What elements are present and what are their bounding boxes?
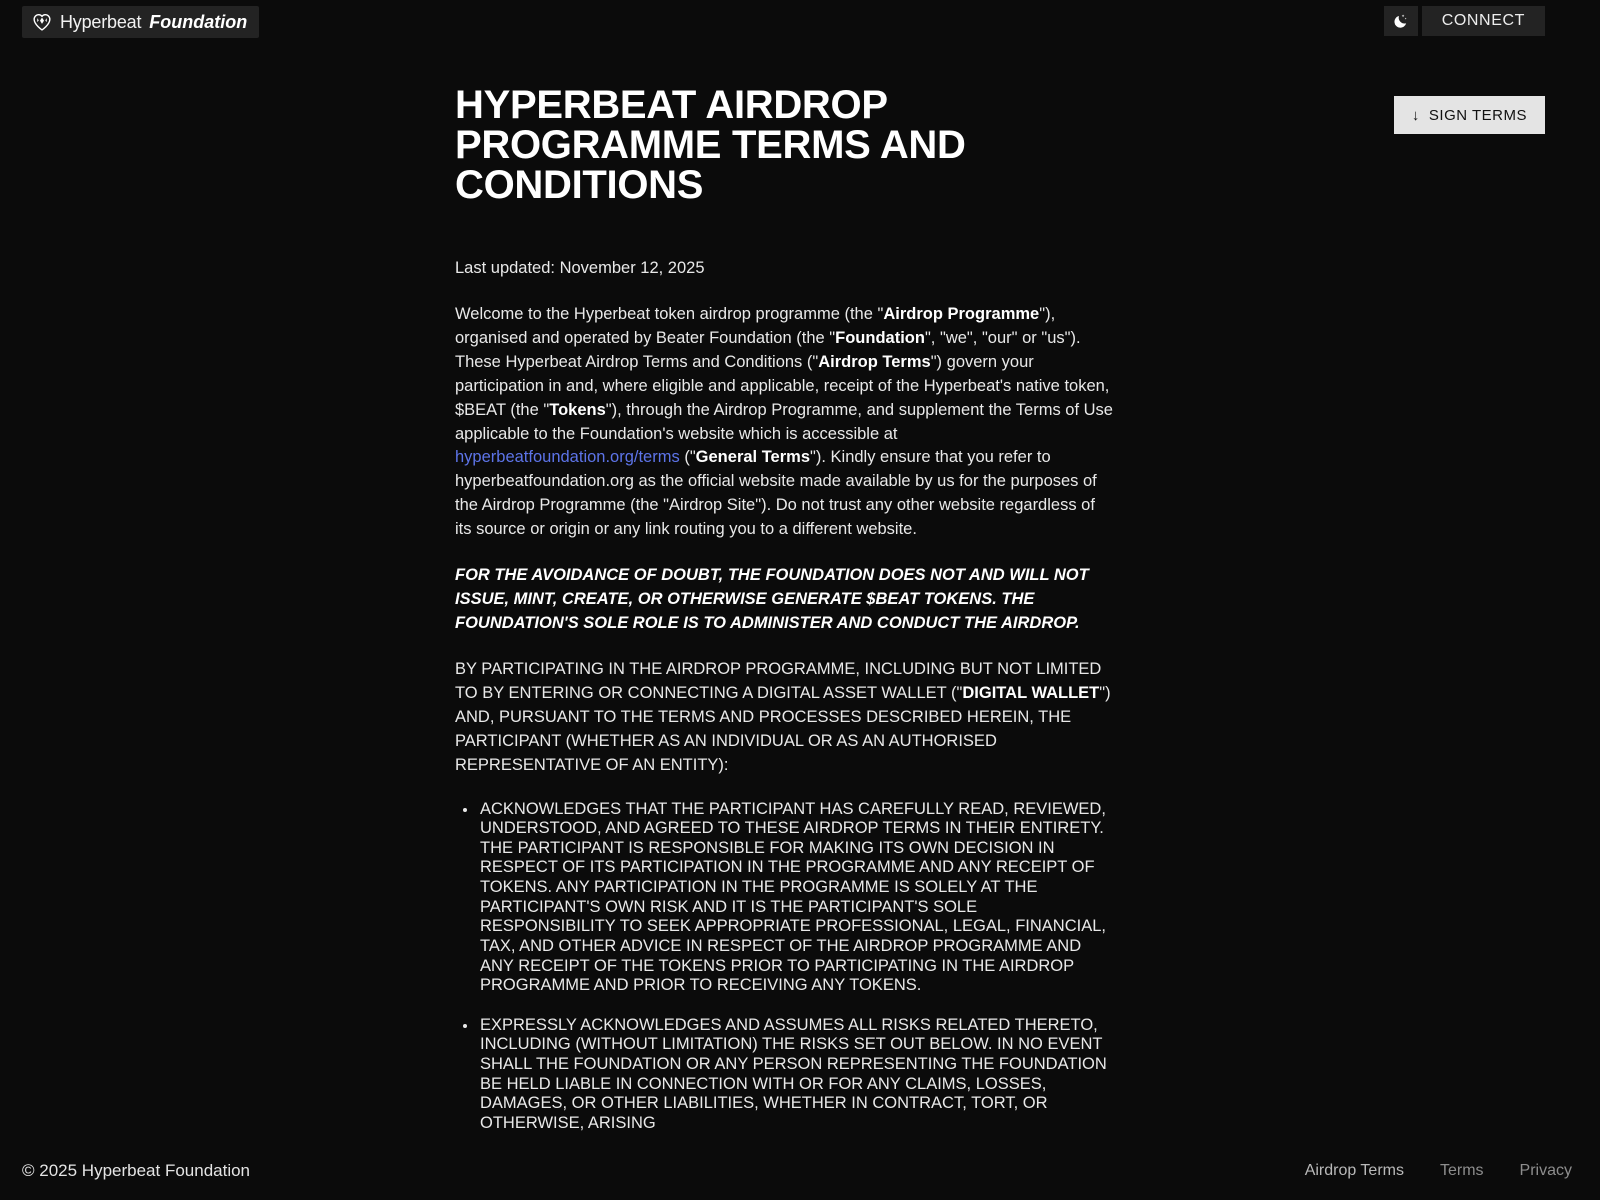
- header-actions: [1384, 6, 1545, 36]
- term-foundation: Foundation: [835, 328, 925, 347]
- list-item: EXPRESSLY ACKNOWLEDGES AND ASSUMES ALL RISKS RELATED THERETO, INCLUDING (WITHOUT LIMITATION) THE RISKS SET OUT BELOW. IN NO EVENT SHALL THE FOUNDATION OR ANY PERSON REPRESENTING THE FOUNDATION BE HELD LIABLE IN CONNECTION WITH OR FOR ANY CLAIMS, LOSSES, DAMAGES, OR OTHER LIABILITIES, WHETHER IN CONTRACT, TORT, OR OTHERWISE, ARISING: [455, 1016, 1115, 1134]
- term-airdrop-terms: Airdrop Terms: [818, 352, 931, 371]
- site-header: [0, 0, 1600, 42]
- intro-text: "). Kindly ensure that you refer to hyperbeatfoundation.org as the official website made available by us for the purposes of the Airdrop Programme (the "Airdrop Site"). Do not trust any other website regardless of its source or origin or any link routing you to a different website.: [455, 448, 1097, 539]
- moon-stars-icon: [1392, 13, 1409, 30]
- acknowledgement-list: [455, 800, 1115, 1134]
- intro-text: Welcome to the Hyperbeat token airdrop programme (the ": [455, 304, 884, 323]
- sign-terms-button[interactable]: [1394, 96, 1545, 134]
- footer-link-terms[interactable]: Terms: [1439, 1162, 1484, 1179]
- disclaimer-paragraph: FOR THE AVOIDANCE OF DOUBT, THE FOUNDATION DOES NOT AND WILL NOT ISSUE, MINT, CREATE, OR OTHERWISE GENERATE $BEAT TOKENS. THE FOUNDATION'S SOLE ROLE IS TO ADMINISTER AND CONDUCT THE AIRDROP.: [455, 566, 1089, 632]
- intro-text: (": [679, 448, 696, 467]
- term-digital-wallet: DIGITAL WALLET: [962, 683, 1100, 702]
- site-footer: [0, 1142, 1600, 1200]
- general-terms-link[interactable]: hyperbeatfoundation.org/terms: [455, 448, 680, 467]
- hyperbeat-heart-icon: [32, 12, 52, 32]
- term-airdrop-programme: Airdrop Programme: [883, 304, 1040, 323]
- intro-text: "), through the Airdrop Programme, and supplement the Terms of Use applicable to the Foundation's website which is accessible at: [455, 400, 1113, 443]
- participation-paragraph: [455, 658, 1115, 778]
- brand-name: Hyperbeat: [60, 11, 142, 32]
- footer-links: [1305, 1162, 1572, 1180]
- footer-link-airdrop-terms[interactable]: Airdrop Terms: [1304, 1162, 1404, 1179]
- term-general-terms: General Terms: [695, 448, 811, 467]
- term-tokens: Tokens: [549, 400, 606, 419]
- sign-terms-label: SIGN TERMS: [1428, 106, 1527, 124]
- copyright-text: © 2025 Hyperbeat Foundation: [22, 1161, 251, 1180]
- participation-text: BY PARTICIPATING IN THE AIRDROP PROGRAMME, INCLUDING BUT NOT LIMITED TO BY ENTERING OR CONNECTING A DIGITAL ASSET WALLET (": [455, 659, 1102, 702]
- intro-paragraph: [455, 303, 1115, 542]
- terms-document: [455, 85, 1115, 1156]
- intro-text: ") govern your participation in and, where eligible and applicable, receipt of the Hyperbeat's native token, $BEAT (the ": [455, 352, 1110, 419]
- intro-text: "), organised and operated by Beater Foundation (the ": [455, 304, 1056, 347]
- page-title: HYPERBEAT AIRDROP PROGRAMME TERMS AND CONDITIONS: [455, 83, 966, 207]
- footer-link-privacy[interactable]: Privacy: [1519, 1162, 1572, 1179]
- participation-text: ") AND, PURSUANT TO THE TERMS AND PROCESSES DESCRIBED HEREIN, THE PARTICIPANT (WHETHER AS AN INDIVIDUAL OR AS AN AUTHORISED REPRESENTATIVE OF AN ENTITY):: [455, 683, 1111, 774]
- last-updated-text: Last updated: November 12, 2025: [455, 259, 705, 277]
- connect-wallet-button[interactable]: CONNECT: [1422, 6, 1545, 36]
- brand-suffix: Foundation: [149, 11, 248, 32]
- intro-text: ", "we", "our" or "us"). These Hyperbeat Airdrop Terms and Conditions (": [455, 328, 1081, 371]
- list-item: ACKNOWLEDGES THAT THE PARTICIPANT HAS CAREFULLY READ, REVIEWED, UNDERSTOOD, AND AGREED TO THESE AIRDROP TERMS IN THEIR ENTIRETY. THE PARTICIPANT IS RESPONSIBLE FOR MAKING ITS OWN DECISION IN RESPECT OF ITS PARTICIPATION IN THE PROGRAMME AND ANY RECEIPT OF TOKENS. ANY PARTICIPATION IN THE PROGRAMME IS SOLELY AT THE PARTICIPANT'S OWN RISK AND IT IS THE PARTICIPANT'S SOLE RESPONSIBILITY TO SEEK APPROPRIATE PROFESSIONAL, LEGAL, FINANCIAL, TAX, AND OTHER ADVICE IN RESPECT OF THE AIRDROP PROGRAMME AND ANY RECEIPT OF THE TOKENS PRIOR TO PARTICIPATING IN THE AIRDROP PROGRAMME AND PRIOR TO RECEIVING ANY TOKENS.: [455, 800, 1115, 996]
- brand-logo[interactable]: [22, 6, 259, 38]
- arrow-down-icon: ↓: [1411, 106, 1420, 124]
- theme-toggle-button[interactable]: [1384, 6, 1418, 36]
